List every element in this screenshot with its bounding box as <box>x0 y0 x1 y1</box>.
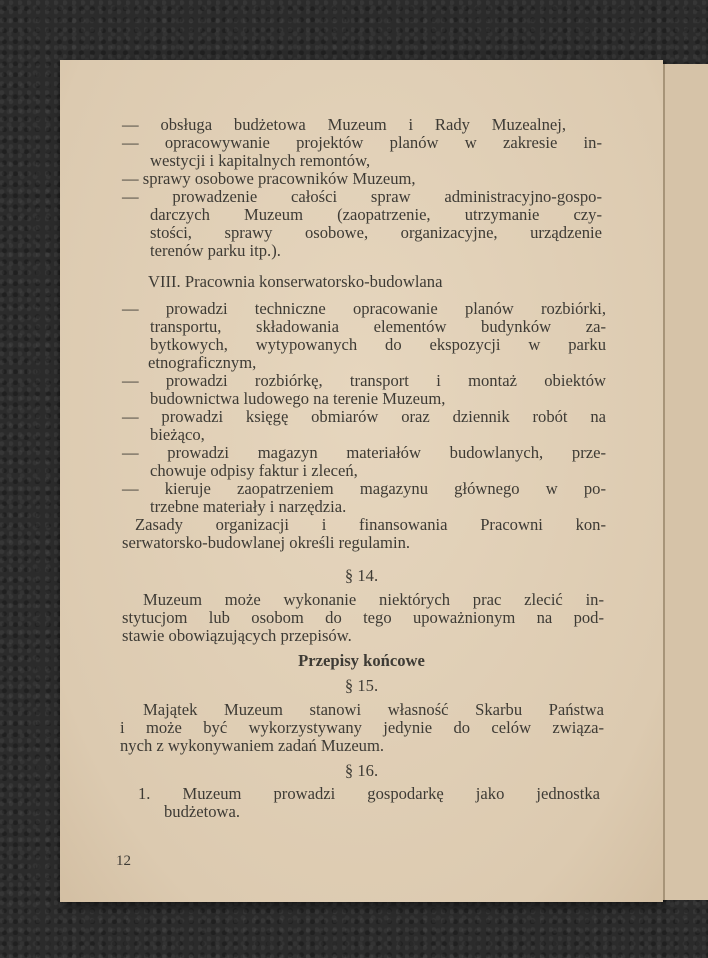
text-line: bieżąco, <box>150 425 205 444</box>
page-text <box>60 60 663 902</box>
text-line: transportu, składowania elementów budynków za- <box>150 317 606 336</box>
text-line: terenów parku itp.). <box>150 241 281 260</box>
section-title: Przepisy końcowe <box>298 651 425 670</box>
text-line: budżetowa. <box>164 802 241 821</box>
text-line: serwatorsko-budowlanej określi regulamin. <box>122 533 411 552</box>
paragraph-number: § 16. <box>344 761 379 780</box>
text-line: darczych Muzeum (zaopatrzenie, utrzymanie czy- <box>150 205 602 224</box>
text-line: nych z wykonywaniem zadań Muzeum. <box>120 736 385 755</box>
text-line: — obsługa budżetowa Muzeum i Rady Muzealnej, <box>122 115 566 134</box>
text-line: stytucjom lub osobom do tego upoważnionym na pod- <box>122 608 604 627</box>
text-line: bytkowych, wytypowanych do ekspozycji w parku <box>150 335 606 354</box>
next-page-edge <box>663 64 708 900</box>
text-line: — prowadzi księgę obmiarów oraz dziennik robót na <box>122 407 606 426</box>
text-line: — opracowywanie projektów planów w zakresie in- <box>122 133 602 152</box>
text-line: — prowadzi magazyn materiałów budowlanych, prze- <box>122 443 606 462</box>
text-line: — kieruje zaopatrzeniem magazynu głównego w po- <box>122 479 606 498</box>
text-line: — prowadzi rozbiórkę, transport i montaż obiektów <box>122 371 606 390</box>
text-line: stawie obowiązujących przepisów. <box>122 626 352 645</box>
page-number: 12 <box>116 853 131 869</box>
text-line: 1. Muzeum prowadzi gospodarkę jako jednostka <box>138 784 600 803</box>
paragraph-number: § 14. <box>344 566 379 585</box>
text-line: Majątek Muzeum stanowi własność Skarbu Państwa <box>143 700 604 719</box>
text-line: Zasady organizacji i finansowania Pracowni kon- <box>135 515 606 534</box>
text-line: — prowadzenie całości spraw administracyjno-gospo- <box>122 187 602 206</box>
text-line: — sprawy osobowe pracowników Muzeum, <box>122 169 416 188</box>
text-line: — prowadzi techniczne opracowanie planów rozbiórki, <box>122 299 606 318</box>
text-line: chowuje odpisy faktur i zleceń, <box>150 461 358 480</box>
text-line: westycji i kapitalnych remontów, <box>150 151 371 170</box>
text-line: i może być wykorzystywany jedynie do celów związa- <box>120 718 604 737</box>
text-line: Muzeum może wykonanie niektórych prac zlecić in- <box>143 590 604 609</box>
section-heading: VIII. Pracownia konserwatorsko-budowlana <box>148 272 443 291</box>
text-line: etnograficznym, <box>148 353 257 372</box>
text-line: stości, sprawy osobowe, organizacyjne, urządzenie <box>150 223 602 242</box>
text-line: budownictwa ludowego na terenie Muzeum, <box>150 389 446 408</box>
paragraph-number: § 15. <box>344 676 379 695</box>
text-line: trzebne materiały i narzędzia. <box>150 497 347 516</box>
